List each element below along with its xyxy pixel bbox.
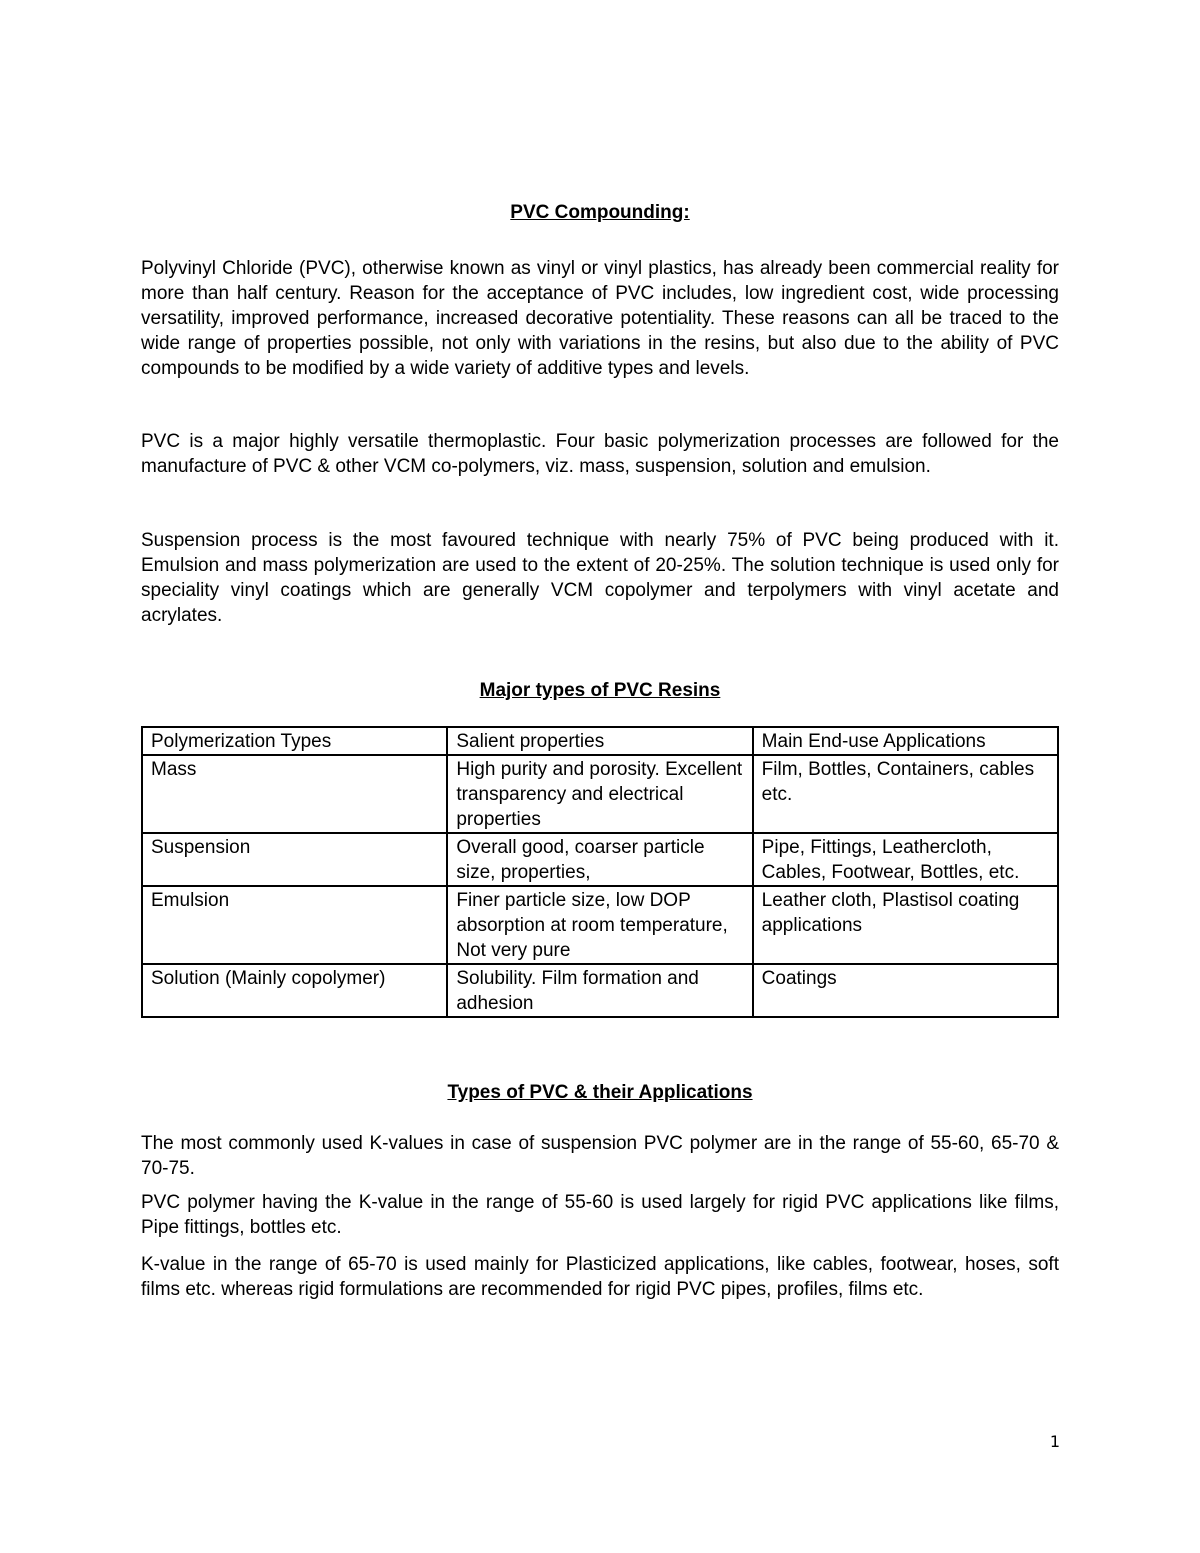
table-cell: Overall good, coarser particle size, properties,	[447, 833, 752, 886]
table-row	[142, 886, 1058, 964]
section-title-major-types: Major types of PVC Resins	[479, 680, 721, 701]
paragraph-suspension-process: Suspension process is the most favoured technique with nearly 75% of PVC being produced with it. Emulsion and mass polymerization are used to the extent of 20-25%. The solution technique is used only for speciality vinyl coatings which are generally VCM copolymer and terpolymers with vinyl acetate and acrylates.	[141, 530, 1059, 626]
table-cell: Leather cloth, Plastisol coating applications	[753, 886, 1058, 964]
table-cell: Film, Bottles, Containers, cables etc.	[753, 755, 1058, 833]
table-cell: Pipe, Fittings, Leathercloth, Cables, Footwear, Bottles, etc.	[753, 833, 1058, 886]
table-cell: Solution (Mainly copolymer)	[142, 964, 447, 1017]
paragraph-k-values: The most commonly used K-values in case of suspension PVC polymer are in the range of 55-60, 65-70 & 70-75.	[141, 1133, 1059, 1179]
table-cell: High purity and porosity. Excellent transparency and electrical properties	[447, 755, 752, 833]
table-cell: Emulsion	[142, 886, 447, 964]
table-header-cell: Polymerization Types	[142, 727, 447, 755]
page-number: 1	[1049, 1432, 1060, 1451]
table-header-cell: Main End-use Applications	[753, 727, 1058, 755]
table-cell: Coatings	[753, 964, 1058, 1017]
table-header-cell: Salient properties	[447, 727, 752, 755]
section-title-types-applications: Types of PVC & their Applications	[447, 1082, 753, 1103]
table-row	[142, 964, 1058, 1017]
paragraph-k-value-plasticized: K-value in the range of 65-70 is used mainly for Plasticized applications, like cables, footwear, hoses, soft films etc. whereas rigid formulations are recommended for rigid PVC pipes, profiles, films etc.	[141, 1254, 1059, 1300]
table-cell: Mass	[142, 755, 447, 833]
table-cell: Finer particle size, low DOP absorption at room temperature, Not very pure	[447, 886, 752, 964]
section-title-pvc-compounding: PVC Compounding:	[510, 202, 690, 223]
paragraph-pvc-intro: Polyvinyl Chloride (PVC), otherwise known as vinyl or vinyl plastics, has already been commercial reality for more than half century. Reason for the acceptance of PVC includes, low ingredient cost, wide processing versatility, improved performance, increased decorative potentiality. These reasons can all be traced to the wide range of properties possible, not only with variations in the resins, but also due to the ability of PVC compounds to be modified by a wide variety of additive types and levels.	[141, 258, 1059, 379]
table-row	[142, 833, 1058, 886]
paragraph-polymerization-processes: PVC is a major highly versatile thermoplastic. Four basic polymerization processes are followed for the manufacture of PVC & other VCM co-polymers, viz. mass, suspension, solution and emulsion.	[141, 431, 1059, 477]
table-row	[142, 755, 1058, 833]
table-cell: Suspension	[142, 833, 447, 886]
table-header-row	[142, 727, 1058, 755]
pvc-resins-table	[141, 726, 1059, 1018]
table-cell: Solubility. Film formation and adhesion	[447, 964, 752, 1017]
paragraph-k-value-rigid: PVC polymer having the K-value in the range of 55-60 is used largely for rigid PVC applications like films, Pipe fittings, bottles etc.	[141, 1192, 1059, 1238]
